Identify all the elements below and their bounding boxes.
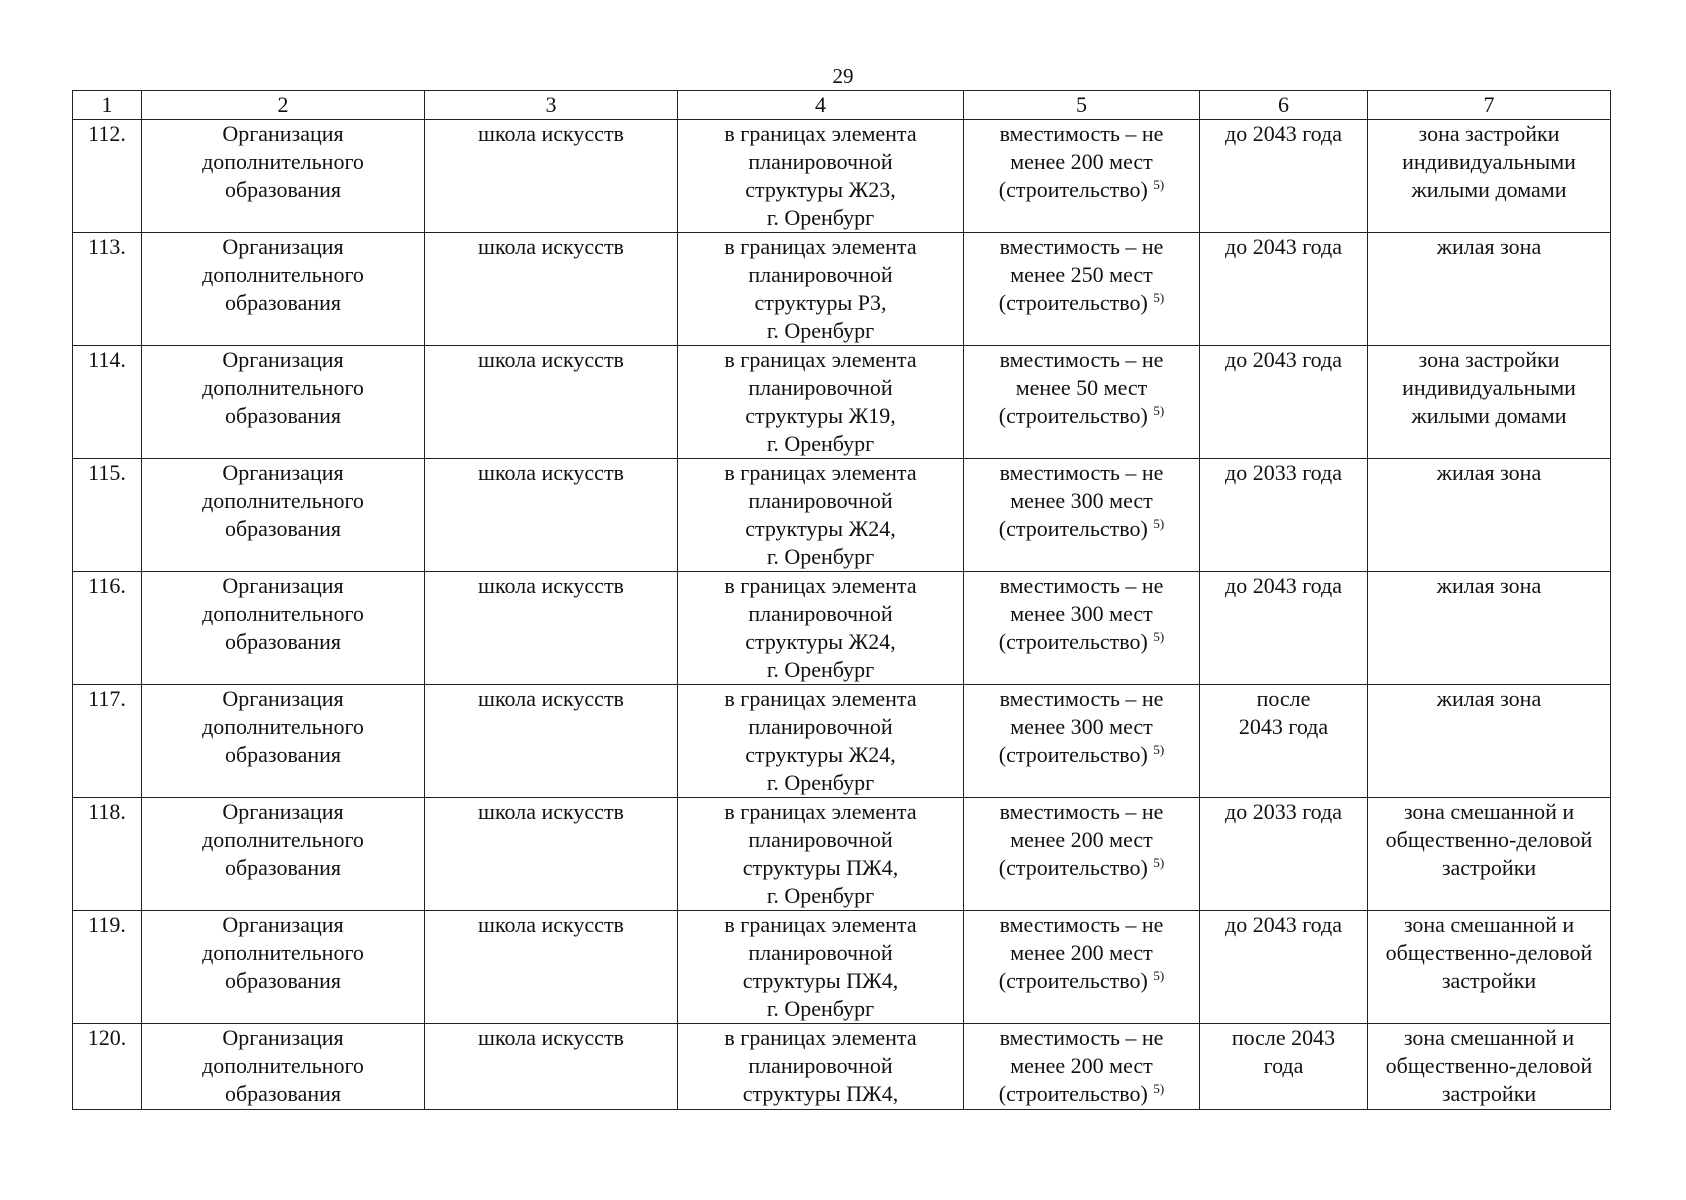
capacity-text: вместимость – не [999, 121, 1164, 146]
location-line: планировочной [748, 827, 893, 852]
capacity-line [966, 148, 1197, 176]
page-number: 29 [832, 64, 854, 88]
object-type-line: образования [224, 403, 342, 428]
capacity-cell [964, 798, 1200, 911]
footnote-mark: 5) [1153, 516, 1165, 531]
footnote-mark: 5) [1153, 403, 1165, 418]
capacity-line [966, 572, 1197, 600]
period-line: до 2033 года [1225, 460, 1342, 485]
table-row [73, 120, 1611, 233]
capacity-line [966, 1024, 1197, 1052]
object-type-cell [142, 685, 425, 798]
table-row [73, 1024, 1611, 1110]
capacity-text: (строительство) [998, 177, 1148, 202]
object-type-line: дополнительного [202, 714, 364, 739]
capacity-text: менее 250 мест [1010, 262, 1153, 287]
object-type-line: образования [224, 177, 342, 202]
zone-line: индивидуальными [1402, 149, 1576, 174]
period-line: до 2043 года [1225, 573, 1342, 598]
location-line: структуры Ж24, [745, 629, 896, 654]
capacity-line [966, 854, 1197, 882]
capacity-text: вместимость – не [999, 1025, 1164, 1050]
zone-cell [1368, 911, 1611, 1024]
location-cell [678, 233, 964, 346]
row-number: 114. [73, 346, 142, 459]
location-line: г. Оренбург [766, 544, 875, 569]
column-header-6: 6 [1200, 91, 1368, 120]
object-type-line: Организация [222, 573, 344, 598]
period-line: до 2043 года [1225, 121, 1342, 146]
location-line: г. Оренбург [766, 883, 875, 908]
period-cell [1200, 346, 1368, 459]
object-type-cell [142, 911, 425, 1024]
object-kind-cell: школа искусств [425, 346, 678, 459]
capacity-line [966, 261, 1197, 289]
capacity-line [966, 233, 1197, 261]
object-type-line: Организация [222, 799, 344, 824]
location-line: структуры Ж24, [745, 516, 896, 541]
location-cell [678, 798, 964, 911]
period-line: года [1263, 1053, 1304, 1078]
object-type-line: образования [224, 968, 342, 993]
row-number: 112. [73, 120, 142, 233]
object-type-line: дополнительного [202, 149, 364, 174]
zone-cell [1368, 685, 1611, 798]
location-line: г. Оренбург [766, 770, 875, 795]
location-line: г. Оренбург [766, 318, 875, 343]
capacity-text: менее 200 мест [1010, 827, 1153, 852]
period-line: до 2043 года [1225, 912, 1342, 937]
capacity-cell [964, 233, 1200, 346]
zone-line: застройки [1441, 1081, 1537, 1106]
row-number: 113. [73, 233, 142, 346]
location-line: структуры Ж23, [745, 177, 896, 202]
period-cell [1200, 911, 1368, 1024]
row-number: 117. [73, 685, 142, 798]
capacity-text: (строительство) [998, 968, 1148, 993]
zone-line: застройки [1441, 855, 1537, 880]
capacity-line [966, 911, 1197, 939]
zone-cell [1368, 1024, 1611, 1110]
table-row [73, 459, 1611, 572]
period-line: до 2033 года [1225, 799, 1342, 824]
capacity-text: (строительство) [998, 403, 1148, 428]
capacity-text: вместимость – не [999, 686, 1164, 711]
object-type-line: дополнительного [202, 940, 364, 965]
table-row [73, 911, 1611, 1024]
zone-cell [1368, 798, 1611, 911]
zone-cell [1368, 233, 1611, 346]
capacity-text: (строительство) [998, 1081, 1148, 1106]
location-line: в границах элемента [724, 686, 917, 711]
location-cell [678, 685, 964, 798]
location-line: планировочной [748, 940, 893, 965]
capacity-cell [964, 1024, 1200, 1110]
period-cell [1200, 1024, 1368, 1110]
object-type-line: Организация [222, 347, 344, 372]
capacity-line [966, 685, 1197, 713]
object-type-line: дополнительного [202, 601, 364, 626]
capacity-cell [964, 911, 1200, 1024]
capacity-line [966, 487, 1197, 515]
location-line: планировочной [748, 714, 893, 739]
location-line: в границах элемента [724, 347, 917, 372]
location-cell [678, 1024, 964, 1110]
location-line: планировочной [748, 149, 893, 174]
footnote-mark: 5) [1153, 177, 1165, 192]
location-line: г. Оренбург [766, 996, 875, 1021]
object-type-cell [142, 120, 425, 233]
zone-cell [1368, 120, 1611, 233]
row-number: 118. [73, 798, 142, 911]
period-line: до 2043 года [1225, 234, 1342, 259]
column-header-3: 3 [425, 91, 678, 120]
capacity-line [966, 120, 1197, 148]
column-header-1: 1 [73, 91, 142, 120]
location-line: г. Оренбург [766, 657, 875, 682]
period-line: после 2043 [1231, 1025, 1336, 1050]
column-header-2: 2 [142, 91, 425, 120]
capacity-text: вместимость – не [999, 573, 1164, 598]
capacity-cell [964, 120, 1200, 233]
zone-line: индивидуальными [1402, 375, 1576, 400]
period-cell [1200, 459, 1368, 572]
location-line: планировочной [748, 601, 893, 626]
object-type-line: образования [224, 742, 342, 767]
capacity-cell [964, 346, 1200, 459]
object-type-cell [142, 572, 425, 685]
objects-table [72, 90, 1611, 1110]
location-line: в границах элемента [724, 1025, 917, 1050]
object-type-line: образования [224, 1081, 342, 1106]
footnote-mark: 5) [1153, 1081, 1165, 1096]
object-type-line: Организация [222, 912, 344, 937]
capacity-line [966, 826, 1197, 854]
capacity-text: (строительство) [998, 290, 1148, 315]
location-cell [678, 120, 964, 233]
object-type-cell [142, 233, 425, 346]
column-header-4: 4 [678, 91, 964, 120]
capacity-line [966, 289, 1197, 317]
capacity-line [966, 346, 1197, 374]
capacity-text: менее 200 мест [1010, 1053, 1153, 1078]
location-line: в границах элемента [724, 460, 917, 485]
table-body [73, 120, 1611, 1110]
period-cell [1200, 685, 1368, 798]
object-type-line: образования [224, 855, 342, 880]
capacity-line [966, 1052, 1197, 1080]
table-row [73, 798, 1611, 911]
table-row [73, 572, 1611, 685]
location-cell [678, 572, 964, 685]
period-line: до 2043 года [1225, 347, 1342, 372]
location-line: структуры ПЖ4, [742, 1081, 899, 1106]
period-cell [1200, 798, 1368, 911]
location-line: планировочной [748, 375, 893, 400]
zone-line: зона смешанной и [1403, 912, 1575, 937]
capacity-line [966, 628, 1197, 656]
location-cell [678, 911, 964, 1024]
footnote-mark: 5) [1153, 742, 1165, 757]
capacity-text: менее 200 мест [1010, 940, 1153, 965]
zone-line: жилая зона [1436, 460, 1542, 485]
zone-line: общественно-деловой [1385, 1053, 1593, 1078]
capacity-line [966, 402, 1197, 430]
zone-line: зона смешанной и [1403, 799, 1575, 824]
location-cell [678, 459, 964, 572]
footnote-mark: 5) [1153, 629, 1165, 644]
period-cell [1200, 233, 1368, 346]
capacity-line [966, 798, 1197, 826]
zone-line: жилая зона [1436, 573, 1542, 598]
object-type-cell [142, 459, 425, 572]
period-cell [1200, 120, 1368, 233]
capacity-text: вместимость – не [999, 460, 1164, 485]
object-kind-cell: школа искусств [425, 798, 678, 911]
capacity-line [966, 600, 1197, 628]
object-type-cell [142, 798, 425, 911]
object-type-line: Организация [222, 1025, 344, 1050]
capacity-text: (строительство) [998, 516, 1148, 541]
object-type-line: Организация [222, 234, 344, 259]
object-type-line: дополнительного [202, 262, 364, 287]
capacity-cell [964, 572, 1200, 685]
footnote-mark: 5) [1153, 290, 1165, 305]
footnote-mark: 5) [1153, 855, 1165, 870]
capacity-text: (строительство) [998, 742, 1148, 767]
capacity-text: вместимость – не [999, 347, 1164, 372]
location-line: структуры Ж19, [745, 403, 896, 428]
period-line: 2043 года [1238, 714, 1329, 739]
capacity-text: вместимость – не [999, 912, 1164, 937]
object-type-line: дополнительного [202, 375, 364, 400]
object-type-line: дополнительного [202, 488, 364, 513]
capacity-line [966, 176, 1197, 204]
object-type-line: образования [224, 629, 342, 654]
object-type-line: Организация [222, 686, 344, 711]
capacity-text: (строительство) [998, 855, 1148, 880]
footnote-mark: 5) [1153, 968, 1165, 983]
table-row [73, 233, 1611, 346]
object-kind-cell: школа искусств [425, 572, 678, 685]
capacity-cell [964, 459, 1200, 572]
header-row [73, 91, 1611, 120]
location-line: в границах элемента [724, 121, 917, 146]
zone-line: зона застройки [1418, 347, 1560, 372]
capacity-line [966, 741, 1197, 769]
location-cell [678, 346, 964, 459]
capacity-text: менее 300 мест [1010, 601, 1153, 626]
row-number: 120. [73, 1024, 142, 1110]
zone-line: зона смешанной и [1403, 1025, 1575, 1050]
object-kind-cell: школа искусств [425, 911, 678, 1024]
object-type-line: Организация [222, 121, 344, 146]
capacity-text: менее 300 мест [1010, 488, 1153, 513]
location-line: в границах элемента [724, 573, 917, 598]
capacity-line [966, 967, 1197, 995]
zone-line: общественно-деловой [1385, 940, 1593, 965]
capacity-line [966, 713, 1197, 741]
zone-cell [1368, 459, 1611, 572]
object-kind-cell: школа искусств [425, 459, 678, 572]
zone-cell [1368, 572, 1611, 685]
capacity-text: менее 200 мест [1010, 149, 1153, 174]
location-line: структуры Ж24, [745, 742, 896, 767]
table-row [73, 346, 1611, 459]
zone-line: застройки [1441, 968, 1537, 993]
period-line: после [1256, 686, 1311, 711]
column-header-7: 7 [1368, 91, 1611, 120]
zone-line: жилая зона [1436, 234, 1542, 259]
capacity-text: (строительство) [998, 629, 1148, 654]
zone-line: жилыми домами [1411, 403, 1567, 428]
location-line: г. Оренбург [766, 205, 875, 230]
capacity-cell [964, 685, 1200, 798]
location-line: в границах элемента [724, 799, 917, 824]
location-line: в границах элемента [724, 234, 917, 259]
object-kind-cell: школа искусств [425, 120, 678, 233]
location-line: структуры ПЖ4, [742, 855, 899, 880]
object-type-line: дополнительного [202, 827, 364, 852]
location-line: в границах элемента [724, 912, 917, 937]
capacity-text: менее 300 мест [1010, 714, 1153, 739]
zone-line: зона застройки [1418, 121, 1560, 146]
row-number: 115. [73, 459, 142, 572]
object-type-line: образования [224, 516, 342, 541]
capacity-line [966, 515, 1197, 543]
object-type-line: образования [224, 290, 342, 315]
object-type-cell [142, 346, 425, 459]
object-kind-cell: школа искусств [425, 233, 678, 346]
object-type-line: дополнительного [202, 1053, 364, 1078]
capacity-line [966, 939, 1197, 967]
capacity-text: вместимость – не [999, 234, 1164, 259]
object-kind-cell: школа искусств [425, 1024, 678, 1110]
period-cell [1200, 572, 1368, 685]
location-line: структуры Р3, [754, 290, 887, 315]
capacity-text: менее 50 мест [1015, 375, 1148, 400]
capacity-line [966, 459, 1197, 487]
capacity-text: вместимость – не [999, 799, 1164, 824]
location-line: г. Оренбург [766, 431, 875, 456]
location-line: планировочной [748, 262, 893, 287]
object-type-line: Организация [222, 460, 344, 485]
zone-cell [1368, 346, 1611, 459]
location-line: структуры ПЖ4, [742, 968, 899, 993]
row-number: 116. [73, 572, 142, 685]
zone-line: общественно-деловой [1385, 827, 1593, 852]
object-type-cell [142, 1024, 425, 1110]
location-line: планировочной [748, 1053, 893, 1078]
column-header-5: 5 [964, 91, 1200, 120]
location-line: планировочной [748, 488, 893, 513]
zone-line: жилыми домами [1411, 177, 1567, 202]
capacity-line [966, 374, 1197, 402]
capacity-line [966, 1080, 1197, 1108]
table-row [73, 685, 1611, 798]
zone-line: жилая зона [1436, 686, 1542, 711]
row-number: 119. [73, 911, 142, 1024]
object-kind-cell: школа искусств [425, 685, 678, 798]
